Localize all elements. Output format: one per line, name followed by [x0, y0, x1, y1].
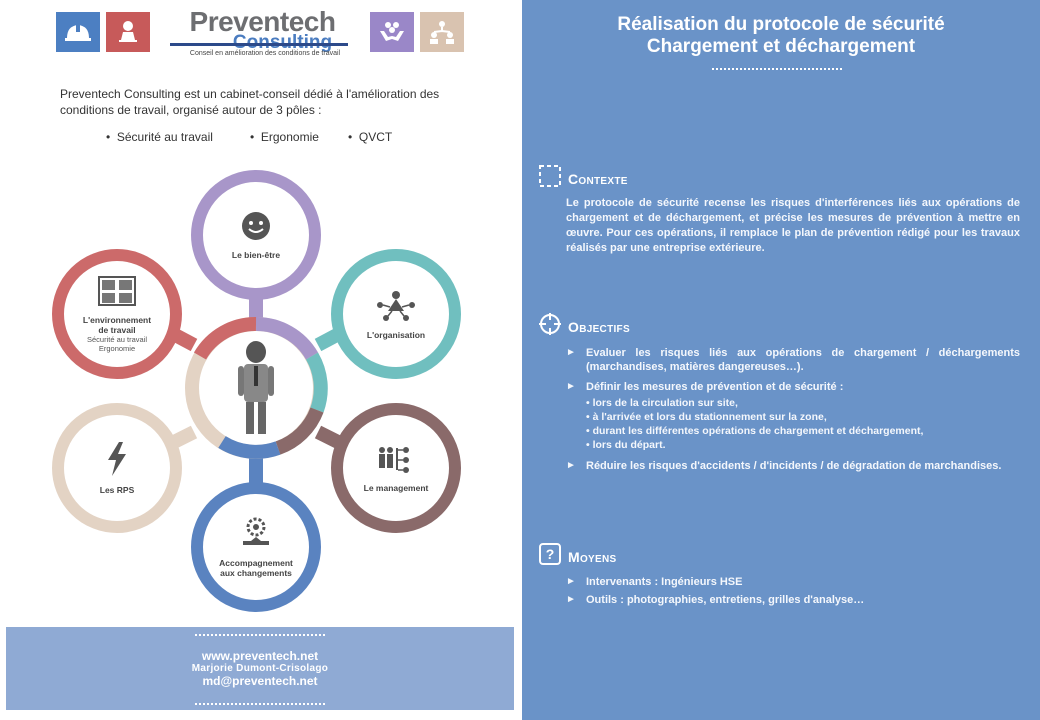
- gear-hand-icon: [239, 517, 273, 554]
- frame-icon: [538, 164, 562, 193]
- org-network-icon: [376, 289, 416, 326]
- ring-management-label: Le management: [363, 482, 429, 493]
- footer-top-divider: [195, 634, 325, 636]
- objectif-sub-4: • lors du départ.: [586, 439, 666, 451]
- objectif-bullet-2-text: Définir les mesures de prévention et de sécurité :: [586, 381, 844, 393]
- intro-text: Preventech Consulting est un cabinet-conseil dédié à l'amélioration des conditions de travail, organisé autour de 3 pôles :: [60, 87, 440, 117]
- arrow-right-icon: ►: [566, 576, 576, 587]
- pole-securite: • Sécurité au travail: [106, 130, 213, 144]
- objectif-sub-1: • lors de la circulation sur site,: [586, 397, 738, 409]
- objectif-sub-2: • à l'arrivée et lors du stationnement sur la zone,: [586, 411, 827, 423]
- logo-tagline: Conseil en amélioration des conditions de travail: [189, 50, 341, 57]
- management-people-icon: [376, 444, 416, 479]
- target-icon: [538, 312, 562, 341]
- arrow-right-icon: ►: [566, 460, 576, 471]
- ring-management: [331, 403, 461, 533]
- svg-text:?: ?: [545, 546, 555, 562]
- objectif-bullet-1: [566, 346, 1020, 374]
- ring-environnement-sub: Sécurité au travail Ergonomie: [86, 334, 148, 353]
- question-icon: [538, 542, 562, 571]
- ring-rps-label: Les RPS: [99, 484, 135, 495]
- pole-ergonomie-label: Ergonomie: [260, 130, 319, 144]
- pole-ergonomie: • Ergonomie: [250, 130, 319, 144]
- section-moyens-heading: [538, 542, 616, 571]
- ring-organisation: [331, 249, 461, 379]
- moyens-bullet-2-text: Outils : photographies, entretiens, grilles d'analyse…: [586, 594, 865, 606]
- moyens-title: Moyens: [568, 548, 617, 565]
- pole-qvct: • QVCT: [348, 130, 393, 144]
- ring-rps: [52, 403, 182, 533]
- footer-bottom-divider: [195, 703, 325, 705]
- ring-environnement: [52, 249, 182, 379]
- moyens-bullet-1-text: Intervenants : Ingénieurs HSE: [586, 576, 743, 588]
- contexte-text: Le protocole de sécurité recense les risques d'interférences liés aux opérations de chargement et de déchargement, et précise les mesures de prévention à mettre en œuvre. Pour ces opérations, il remplace le plan de prévention rédigé pour les travaux réalisés par une entreprise extérieure.: [566, 197, 1020, 254]
- ring-environnement-label: L'environnement de travail: [82, 314, 152, 335]
- arrow-right-icon: ►: [566, 594, 576, 605]
- footer-contact-name: Marjorie Dumont-Crisolago: [191, 663, 329, 674]
- right-panel: [522, 0, 1040, 720]
- lightning-icon: [106, 442, 128, 481]
- moyens-bullet-2: [566, 593, 1020, 607]
- section-objectifs-heading: [538, 312, 630, 341]
- office-grid-icon: [98, 276, 136, 311]
- contexte-title: Contexte: [568, 170, 628, 187]
- moyens-bullet-1: [566, 575, 1020, 589]
- central-person-illustration: [200, 324, 312, 452]
- ring-accompagnement: [191, 482, 321, 612]
- footer-email[interactable]: md@preventech.net: [202, 674, 318, 688]
- pole-securite-label: Sécurité au travail: [116, 130, 213, 144]
- objectif-bullet-3-text: Réduire les risques d'accidents / d'incidents / de dégradation de marchandises.: [586, 460, 1002, 472]
- smiley-icon: [241, 211, 271, 246]
- ring-organisation-label: L'organisation: [366, 329, 426, 340]
- ring-bien-etre-label: Le bien-être: [231, 249, 281, 260]
- title-divider: [712, 68, 842, 70]
- page-title: [522, 14, 1040, 58]
- ring-accompagnement-label: Accompagnement aux changements: [219, 557, 293, 578]
- logo-name-top: Preventech: [189, 6, 336, 37]
- page-title-line-1: Réalisation du protocole de sécurité: [617, 14, 945, 35]
- arrow-right-icon: ►: [566, 347, 576, 358]
- objectif-bullet-1-text: Evaluer les risques liés aux opérations de chargement / déchargements (marchandises, matières dangereuses…).: [586, 347, 1020, 373]
- section-contexte-heading: [538, 164, 628, 193]
- objectifs-title: Objectifs: [568, 318, 630, 335]
- footer-website[interactable]: www.preventech.net: [201, 649, 319, 663]
- arrow-right-icon: ►: [566, 381, 576, 392]
- ring-bien-etre: [191, 170, 321, 300]
- contact-footer: [6, 627, 514, 710]
- pole-qvct-label: QVCT: [358, 130, 393, 144]
- page-title-line-2: Chargement et déchargement: [646, 36, 916, 57]
- objectif-bullet-3: [566, 459, 1020, 473]
- objectif-bullet-2: [566, 380, 1020, 394]
- objectif-sub-3: • durant les différentes opérations de chargement et déchargement,: [586, 425, 924, 437]
